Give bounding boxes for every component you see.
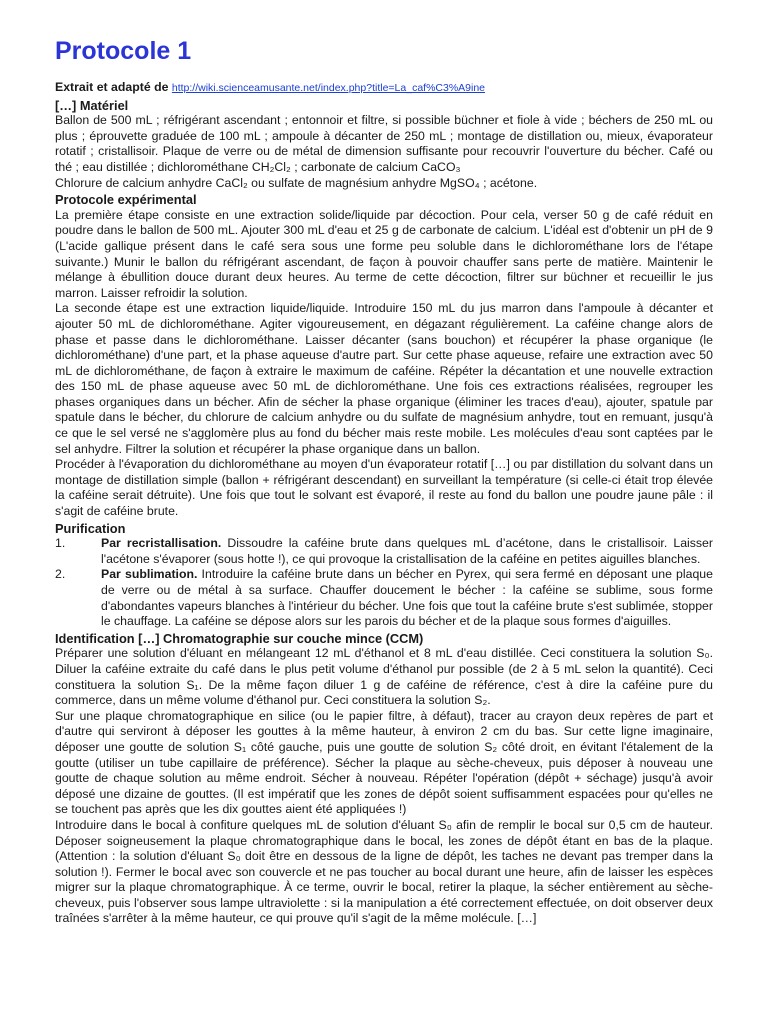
page-title: Protocole 1 — [55, 37, 192, 65]
materiel-heading: […] Matériel — [55, 97, 129, 113]
item-number: 1. — [55, 536, 66, 551]
source-line — [55, 80, 713, 97]
item-text — [101, 536, 713, 567]
purification-item — [55, 567, 713, 629]
item-label: Par recristallisation. — [101, 536, 222, 551]
item-body: Introduire la caféine brute dans un bécher en Pyrex, qui sera fermé en déposant une plaque de verre ou de métal à sa surface. Chauffer doucement le bécher : la caféine se sublime, sous forme d'abondantes vapeurs blanches à l'intérieur du bécher. Une fois que tout la caféine brute s'est sublimée, stopper le chauffage. La caféine se dépose alors sur les parois du bécher et de la plaque sous formes d'aiguilles. — [101, 567, 713, 629]
protocole-paragraph: La seconde étape est une extraction liquide/liquide. Introduire 150 mL du jus marron dans l'ampoule à décanter et ajouter 50 mL de dichlorométhane. Agiter vigoureusement, en dégazant régulièrement. La caféine change alors de phase et passe dans le dichlorométhane. Laisser décanter (sans bouchon) et récupérer la phase organique (le dichlorométhane) d'une part, et la phase aqueuse d'autre part. Sur cette phase aqueuse, refaire une extraction avec 50 mL de dichlorométhane, de façon à extraire le maximum de caféine. Répéter la décantation et une nouvelle extraction des 150 mL de phase aqueuse avec 50 mL de dichlorométhane. Une fois ces extractions réalisées, regrouper les phases organiques dans un bécher. Afin de sécher la phase organique (éliminer les traces d'eau), ajouter, spatule par spatule dans le bécher, du chlorure de calcium anhydre ou du sulfate de magnésium anhydre, tout en remuant, jusqu'à ce que le sel versé ne s'agglomère plus au fond du bécher mais reste mobile. Les molécules d'eau sont captées par le sel anhydre. Filtrer la solution et récupérer la phase organique dans un ballon. — [55, 301, 713, 456]
item-label: Par sublimation. — [101, 567, 198, 582]
item-text — [101, 567, 713, 629]
source-label: Extrait et adapté de — [55, 80, 169, 94]
protocole-paragraph: Procéder à l'évaporation du dichlorométhane au moyen d'un évaporateur rotatif […] ou par distillation du solvant dans un montage de distillation simple (ballon + réfrigérant descendant) en surveillant la température (si celle-ci était trop élevée la caféine serait détruite). Une fois que tout le solvant est évaporé, il reste au fond du ballon une poudre jaune pâle : il s'agit de caféine brute. — [55, 457, 713, 519]
item-body: Dissoudre la caféine brute dans quelques mL d’acétone, dans le cristallisoir. Laisser l'acétone s'évaporer (sous hotte !), ce qui provoque la cristallisation de la caféine en petites aiguilles blanches. — [101, 536, 713, 566]
protocole-heading: Protocole expérimental — [55, 192, 197, 208]
identification-paragraph: Introduire dans le bocal à confiture quelques mL de solution d'éluant S₀ afin de remplir le bocal sur 0,5 cm de hauteur. Déposer soigneusement la plaque chromatographique dans le bocal, les zones de dépôt étant en bas de la plaque. (Attention : la solution d'éluant S₀ doit être en dessous de la ligne de dépôt, les taches ne devant pas tremper dans la solution !). Fermer le bocal avec son couvercle et ne pas toucher au bocal durant une heure, afin de laisser les espèces migrer sur la plaque chromatographique. À ce terme, ouvrir le bocal, retirer la plaque, la sécher entièrement au sèche-cheveux, puis l'observer sous lampe ultraviolette : si la manipulation a été correctement effectuée, on doit observer deux traînées s'arrêter à la même hauteur, ce qui prouve qu'il s'agit de la même molécule. […] — [55, 817, 713, 926]
source-link[interactable]: http://wiki.scienceamusante.net/index.php?title=La_caf%C3%A9ine — [171, 82, 486, 94]
materiel-line: Ballon de 500 mL ; réfrigérant ascendant ; entonnoir et filtre, si possible büchner et fiole à vide ; béchers de 250 mL ou plus ; éprouvette graduée de 100 mL ; ampoule à décanter de 250 mL ; montage de distillation ou, mieux, évaporateur rotatif ; cristallisoir. Plaque de verre ou de métal de dimension suffisante pour recouvrir l'ouverture du bécher. Café ou thé ; eau distillée ; dichlorométhane CH₂Cl₂ ; carbonate de calcium CaCO₃ — [55, 113, 713, 174]
materiel-line: Chlorure de calcium anhydre CaCl₂ ou sulfate de magnésium anhydre MgSO₄ ; acétone. — [55, 175, 538, 190]
identification-paragraph: Sur une plaque chromatographique en silice (ou le papier filtre, à défaut), tracer au crayon deux repères de part et d'autre qui serviront à déposer les gouttes à la même hauteur, à environ 2 cm du bas. Sur cette ligne imaginaire, déposer une goutte de solution S₁ côté gauche, puis une goutte de solution S₂ côté droit, en évitant l'étalement de la goutte (utiliser un tube capillaire de préférence). Sécher la plaque au sèche-cheveux, puis déposer à nouveau une goutte de chaque solution au même endroit. Sécher à nouveau. Répéter l'opération (dépôt + séchage) jusqu'à avoir déposé une dizaine de gouttes. (Il est impératif que les zones de dépôt soient suffisamment espacées pour qu'elles ne se touchent pas après que les dix gouttes aient été appliquées !) — [55, 708, 713, 817]
document-page — [55, 34, 713, 927]
purification-item — [55, 536, 713, 567]
item-number: 2. — [55, 567, 66, 582]
identification-heading: Identification […] Chromatographie sur couche mince (CCM) — [55, 630, 424, 646]
protocole-paragraph: La première étape consiste en une extraction solide/liquide par décoction. Pour cela, verser 50 g de café réduit en poudre dans le ballon de 500 mL. Ajouter 300 mL d'eau et 25 g de carbonate de calcium. L'idéal est d'obtenir un pH de 9 (L'acide gallique présent dans le café sera sous une forme peu soluble dans le dichlorométhane lors de l'étape suivante.) Munir le ballon du réfrigérant ascendant, de façon à pouvoir chauffer sans perte de matière. Maintenir le mélange à ébullition douce durant deux heures. Au terme de cette décoction, filtrer sur büchner et recueillir le jus marron. Laisser refroidir la solution. — [55, 207, 713, 300]
purification-heading: Purification — [55, 520, 126, 536]
identification-paragraph: Préparer une solution d'éluant en mélangeant 12 mL d'éthanol et 8 mL d'eau distillée. Ceci constituera la solution S₀. Diluer la caféine extraite du café dans le plus petit volume d'éthanol pur possible (de 2 à 5 mL selon la quantité). Ceci constituera la solution S₁. De la même façon diluer 1 g de caféine de référence, c'est à dire la caféine pure du commerce, dans un même volume d'éthanol pur. Ceci constituera la solution S₂. — [55, 646, 713, 708]
